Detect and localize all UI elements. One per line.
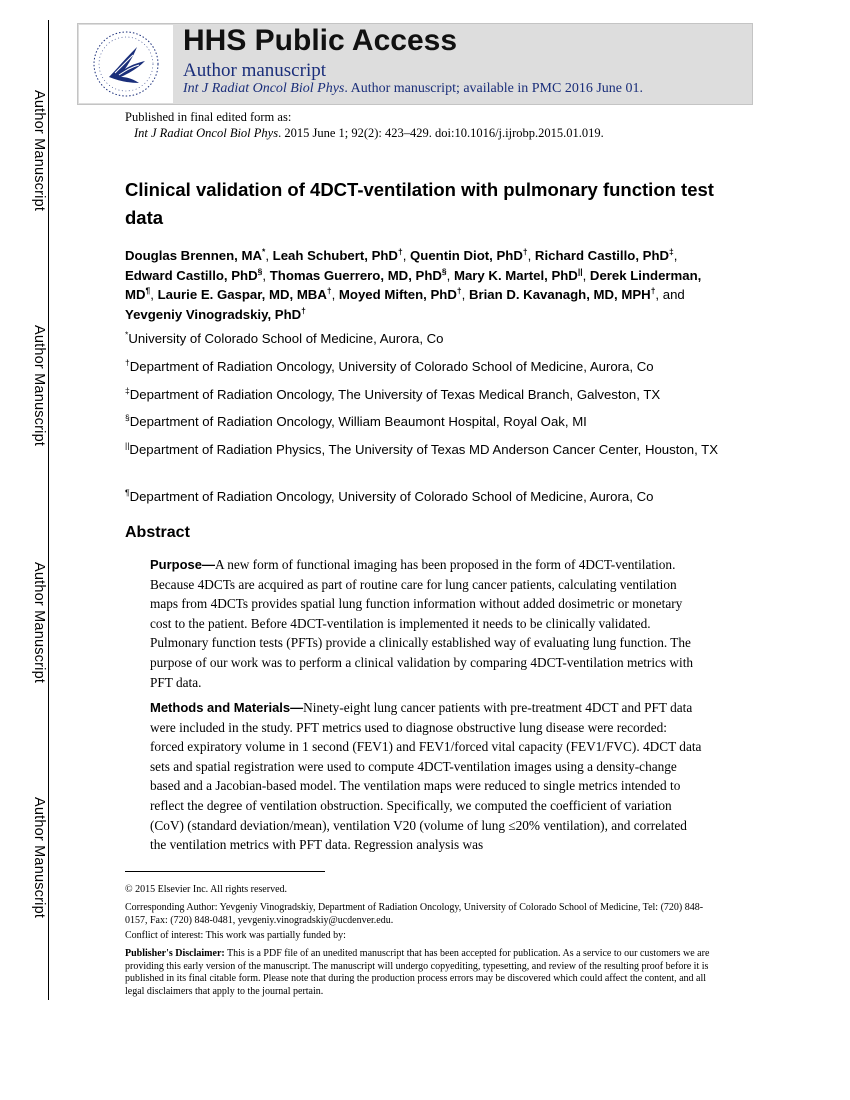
footnote-divider	[125, 871, 325, 872]
hhs-title: HHS Public Access	[183, 24, 457, 57]
author-name: Edward Castillo, PhD	[125, 267, 258, 283]
author-affiliation-mark: ¶	[145, 285, 151, 296]
author-affiliation-mark: ||	[577, 266, 583, 277]
author-affiliation-mark: †	[522, 246, 528, 257]
abstract-heading: Abstract	[125, 524, 190, 541]
affiliation-mark: †	[125, 357, 130, 368]
author-separator: ,	[331, 287, 339, 302]
author-list	[125, 246, 725, 324]
author-affiliation-mark: †	[326, 285, 332, 296]
publisher-disclaimer	[125, 948, 725, 998]
affiliation-mark: §	[125, 412, 130, 423]
margin-divider	[48, 20, 49, 1000]
corresponding-author: Corresponding Author: Yevgeniy Vinogradskiy, Department of Radiation Oncology, University of Colorado School of Medicine, Tel: (720) 848-0157, Fax: (720) 848-0481, yevgeniy.vinogradskiy@ucdenver.edu.	[125, 902, 704, 926]
affiliation	[125, 412, 725, 432]
disclaimer-label: Publisher's Disclaimer:	[125, 948, 225, 959]
conflict-of-interest: Conflict of interest: This work was partially funded by:	[125, 930, 346, 941]
affiliation	[125, 329, 725, 349]
author-affiliation-mark: §	[441, 266, 447, 277]
affiliation-text: Department of Radiation Oncology, University of Colorado School of Medicine, Aurora, Co	[129, 359, 654, 374]
author-name: Douglas Brennen, MA	[125, 248, 263, 263]
author-separator: ,	[265, 248, 273, 263]
methods-text: Ninety-eight lung cancer patients with pre-treatment 4DCT and PFT data were included in the study. PFT metrics used to diagnose obstructive lung disease were recorded: forced expiratory volume in 1 second (FEV1) and FEV1/forced vital capacity (FEV1/FVC). 4DCT data sets and spatial registration were used to compute 4DCT-ventilation images using a density-change based and a Jacobian-based model. The ventilation maps were reduced to single metrics intended to reflect the degree of ventilation obstruction. Specifically, we computed the coefficient of variation (CoV) (standard deviation/mean), ventilation V20 (volume of lung ≤20% ventilation), and correlated the ventilation metrics with PFT data. Regression analysis was	[150, 700, 702, 853]
affiliation-mark: ¶	[125, 487, 130, 498]
author-separator: ,	[461, 287, 469, 302]
affiliation-text: Department of Radiation Oncology, The University of Texas Medical Branch, Galveston, TX	[129, 387, 661, 402]
copyright-notice: © 2015 Elsevier Inc. All rights reserved.	[125, 884, 288, 895]
author-affiliation-mark: †	[456, 285, 462, 296]
published-journal: Int J Radiat Oncol Biol Phys	[134, 126, 279, 140]
author-name: Brian D. Kavanagh, MD, MPH	[468, 287, 651, 302]
author-affiliation-mark: †	[397, 246, 403, 257]
affiliation-mark: ‡	[125, 385, 130, 396]
side-label-author-manuscript: Author Manuscript	[31, 562, 47, 684]
author-name: Leah Schubert, PhD	[272, 248, 398, 263]
author-separator: ,	[527, 248, 535, 263]
affiliation-text: Department of Radiation Oncology, University of Colorado School of Medicine, Aurora, Co	[129, 489, 654, 504]
author-separator: ,	[446, 267, 454, 283]
paper-title: Clinical validation of 4DCT-ventilation with pulmonary function test data	[125, 179, 714, 228]
author-affiliation-mark: ‡	[669, 246, 674, 257]
author-separator: ,	[582, 267, 590, 283]
affiliation-text: University of Colorado School of Medicine, Aurora, Co	[128, 331, 444, 346]
affiliation-text: Department of Radiation Oncology, William Beaumont Hospital, Royal Oak, MI	[129, 414, 587, 429]
disclaimer-text: This is a PDF file of an unedited manuscript that has been accepted for publication. As a service to our customers we are providing this early version of the manuscript. The manuscript will undergo copyediting, typesetting, and review of the resulting proof before it is published in its final citable form. Please note that during the production process errors may be discovered which could affect the content, and all legal disclaimers that apply to the journal pertain.	[125, 948, 710, 997]
author-separator: ,	[673, 248, 678, 263]
affiliation	[125, 385, 725, 405]
manuscript-type: Author manuscript	[183, 60, 327, 81]
journal-name: Int J Radiat Oncol Biol Phys	[183, 81, 345, 96]
affiliation-mark: *	[125, 329, 129, 340]
side-label-author-manuscript: Author Manuscript	[31, 90, 47, 212]
author-name: Yevgeniy Vinogradskiy, PhD	[125, 306, 302, 322]
hhs-eagle-logo-icon	[79, 25, 173, 103]
availability-note: . Author manuscript; available in PMC 2016 June 01.	[344, 81, 643, 96]
abstract-methods	[150, 698, 702, 855]
author-separator: ,	[150, 287, 158, 302]
published-label: Published in final edited form as:	[125, 110, 292, 124]
affiliation-mark: ||	[125, 440, 130, 451]
author-affiliation-mark: *	[262, 246, 266, 257]
methods-label: Methods and Materials—	[150, 700, 304, 715]
affiliation	[125, 487, 725, 507]
author-name: Mary K. Martel, PhD	[453, 267, 578, 283]
purpose-text: A new form of functional imaging has been proposed in the form of 4DCT-ventilation. Because 4DCTs are acquired as part of routine care for lung cancer patients, calculating ventilation maps from 4DCTs provides spatial lung function information without added dosimetric or monetary cost to the patient. Before 4DCT-ventilation is implemented it needs to be clinically validated. Pulmonary function tests (PFTs) provide a clinically established way of evaluating lung function. The purpose of our work was to perform a clinical validation by comparing 4DCT-ventilation metrics with PFT data.	[150, 557, 694, 690]
journal-availability	[183, 81, 643, 97]
author-affiliation-mark: †	[650, 285, 656, 296]
side-label-author-manuscript: Author Manuscript	[31, 325, 47, 447]
author-affiliation-mark: †	[301, 305, 306, 316]
purpose-label: Purpose—	[150, 557, 216, 572]
author-name: Richard Castillo, PhD	[534, 248, 670, 263]
author-name: Moyed Miften, PhD	[338, 287, 457, 302]
author-separator: , and	[655, 287, 685, 302]
citation-details: . 2015 June 1; 92(2): 423–429. doi:10.1016/j.ijrobp.2015.01.019.	[278, 126, 604, 140]
author-name: Thomas Guerrero, MD, PhD	[269, 267, 442, 283]
affiliation	[125, 440, 725, 460]
author-separator: ,	[402, 248, 411, 263]
author-name: Derek Linderman, MD	[125, 267, 702, 302]
published-citation	[134, 126, 604, 141]
affiliation	[125, 357, 725, 377]
affiliation-text: Department of Radiation Physics, The University of Texas MD Anderson Cancer Center, Houston, TX	[129, 442, 719, 457]
side-label-author-manuscript: Author Manuscript	[31, 797, 47, 919]
abstract-purpose	[150, 555, 702, 692]
author-affiliation-mark: §	[257, 266, 263, 277]
author-name: Laurie E. Gaspar, MD, MBA	[157, 287, 327, 302]
author-name: Quentin Diot, PhD	[410, 248, 523, 263]
author-separator: ,	[262, 267, 270, 283]
